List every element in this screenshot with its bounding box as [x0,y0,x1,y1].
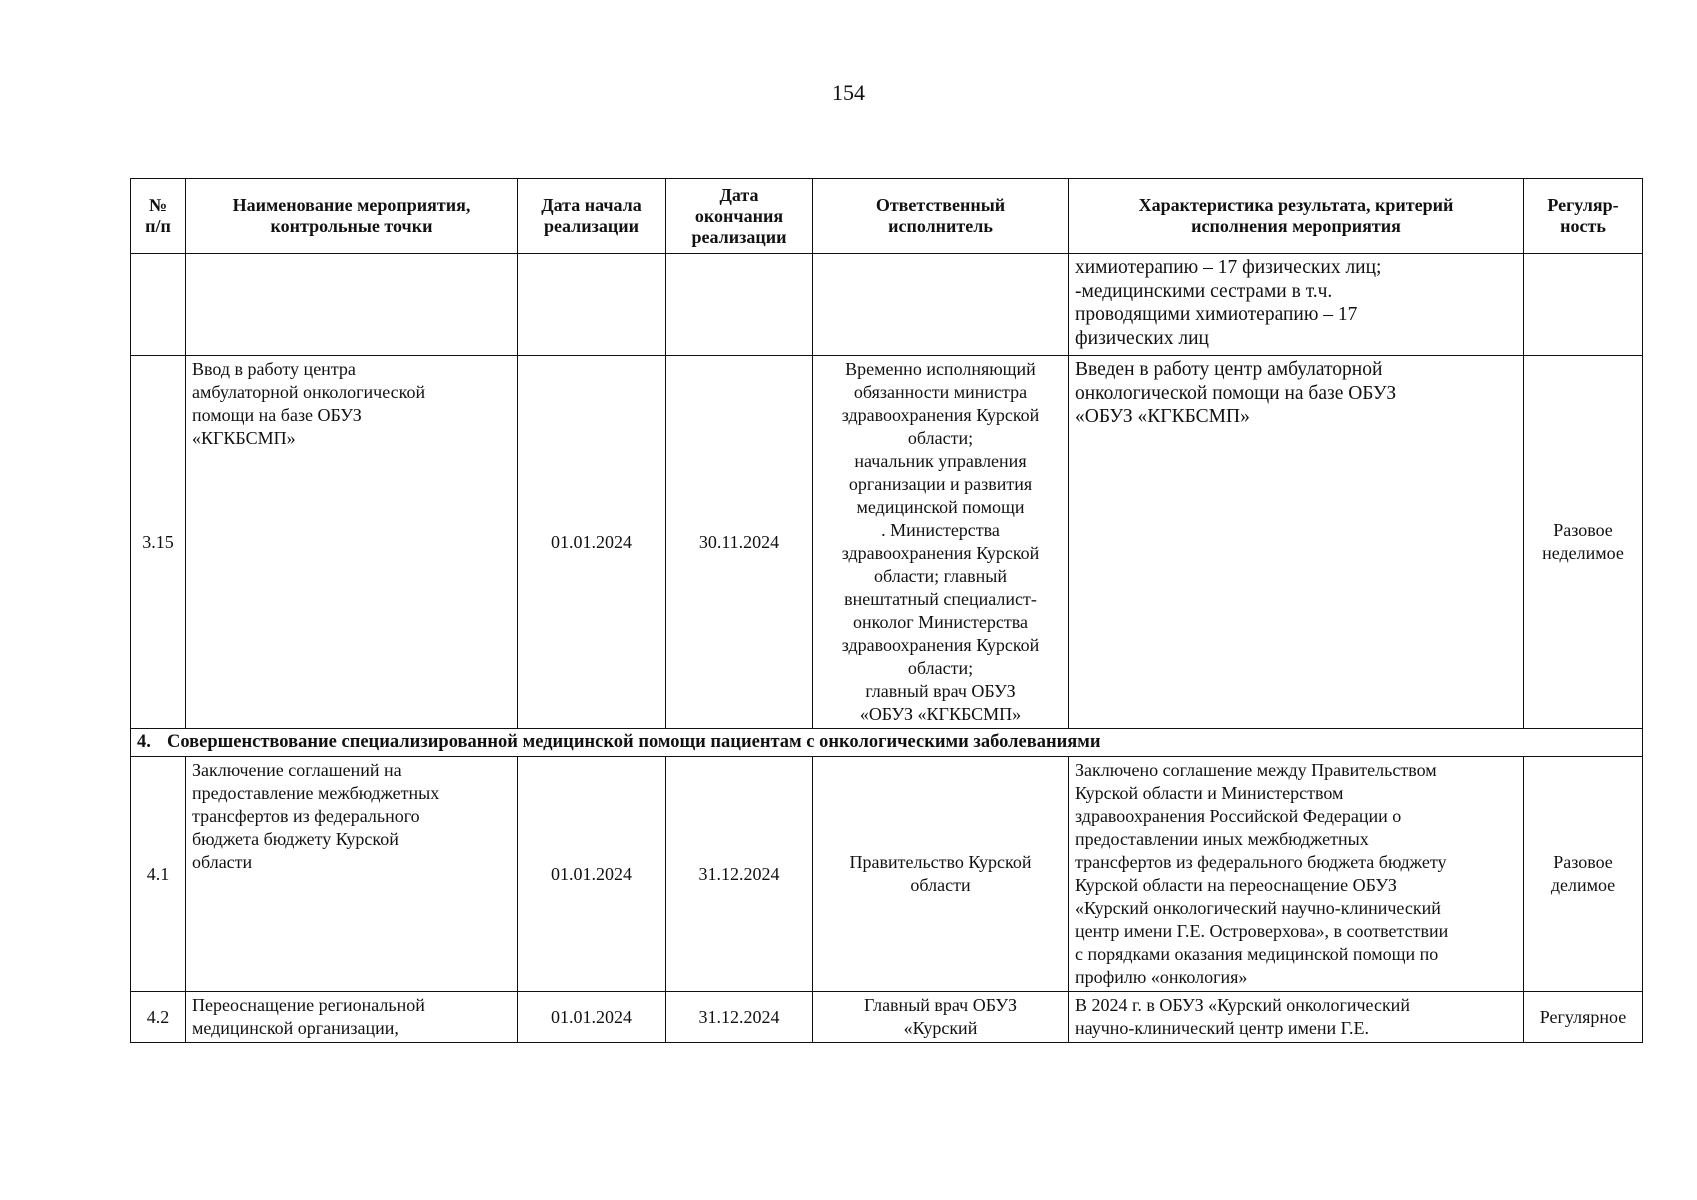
cell-empty [186,254,518,356]
header-end-date: Дата окончания реализации [666,179,813,254]
table-row-4-2 [131,992,1643,1043]
header-name: Наименование мероприятия, контрольные точки [186,179,518,254]
cell-result: Введен в работу центр амбулаторной онкологической помощи на базе ОБУЗ «ОБУЗ «КГКБСМП» [1069,356,1524,729]
cell-empty [666,254,813,356]
section-number: 4. [137,732,151,752]
cell-empty [1524,254,1643,356]
cell-start-date: 01.01.2024 [518,356,666,729]
cell-end-date: 30.11.2024 [666,356,813,729]
header-start-date: Дата начала реализации [518,179,666,254]
cell-start-date: 01.01.2024 [518,992,666,1043]
cell-name: Переоснащение региональной медицинской организации, [186,992,518,1043]
cell-name: Заключение соглашений на предоставление межбюджетных трансфертов из федерального бюджета бюджету Курской области [186,757,518,992]
table-row-4-1 [131,757,1643,992]
cell-empty [518,254,666,356]
cell-num: 3.15 [131,356,186,729]
cell-regularity: Регулярное [1524,992,1643,1043]
cell-regularity: Разовое неделимое [1524,356,1643,729]
cell-start-date: 01.01.2024 [518,757,666,992]
cell-responsible: Правительство Курской области [813,757,1069,992]
header-regularity: Регуляр- ность [1524,179,1643,254]
cell-end-date: 31.12.2024 [666,757,813,992]
cell-empty [131,254,186,356]
section-title-text: Совершенствование специализированной медицинской помощи пациентам с онкологическими заболеваниями [167,732,1101,752]
page-number: 154 [832,80,865,105]
cell-regularity: Разовое делимое [1524,757,1643,992]
header-num: № п/п [131,179,186,254]
cell-num: 4.2 [131,992,186,1043]
header-responsible: Ответственный исполнитель [813,179,1069,254]
cell-empty [813,254,1069,356]
cell-result: Заключено соглашение между Правительством Курской области и Министерством здравоохранения Российской Федерации о предоставлении иных межбюджетных трансфертов из федерального бюджета бюджету Курской области на переоснащение ОБУЗ «Курский онкологический научно-клинический центр имени Г.Е. Островерхова», в соответствии с порядками оказания медицинской помощи по профилю «онкология» [1069,757,1524,992]
cell-result: химиотерапию – 17 физических лиц; -медицинскими сестрами в т.ч. проводящими химиотерапию – 17 физических лиц [1069,254,1524,356]
section-title [131,729,1643,757]
cell-result: В 2024 г. в ОБУЗ «Курский онкологический научно-клинический центр имени Г.Е. [1069,992,1524,1043]
table-row-3-15 [131,356,1643,729]
header-result: Характеристика результата, критерий исполнения мероприятия [1069,179,1524,254]
measures-table [130,178,1643,1043]
cell-num: 4.1 [131,757,186,992]
table-row-continuation [131,254,1643,356]
cell-responsible: Временно исполняющий обязанности министра здравоохранения Курской области; начальник управления организации и развития медицинской помощи . Министерства здравоохранения Курской области; главный внештатный специалист- онколог Министерства здравоохранения Курской области; главный врач ОБУЗ «ОБУЗ «КГКБСМП» [813,356,1069,729]
section-row-4 [131,729,1643,757]
cell-responsible: Главный врач ОБУЗ «Курский [813,992,1069,1043]
cell-end-date: 31.12.2024 [666,992,813,1043]
table-header-row [131,179,1643,254]
cell-name: Ввод в работу центра амбулаторной онкологической помощи на базе ОБУЗ «КГКБСМП» [186,356,518,729]
